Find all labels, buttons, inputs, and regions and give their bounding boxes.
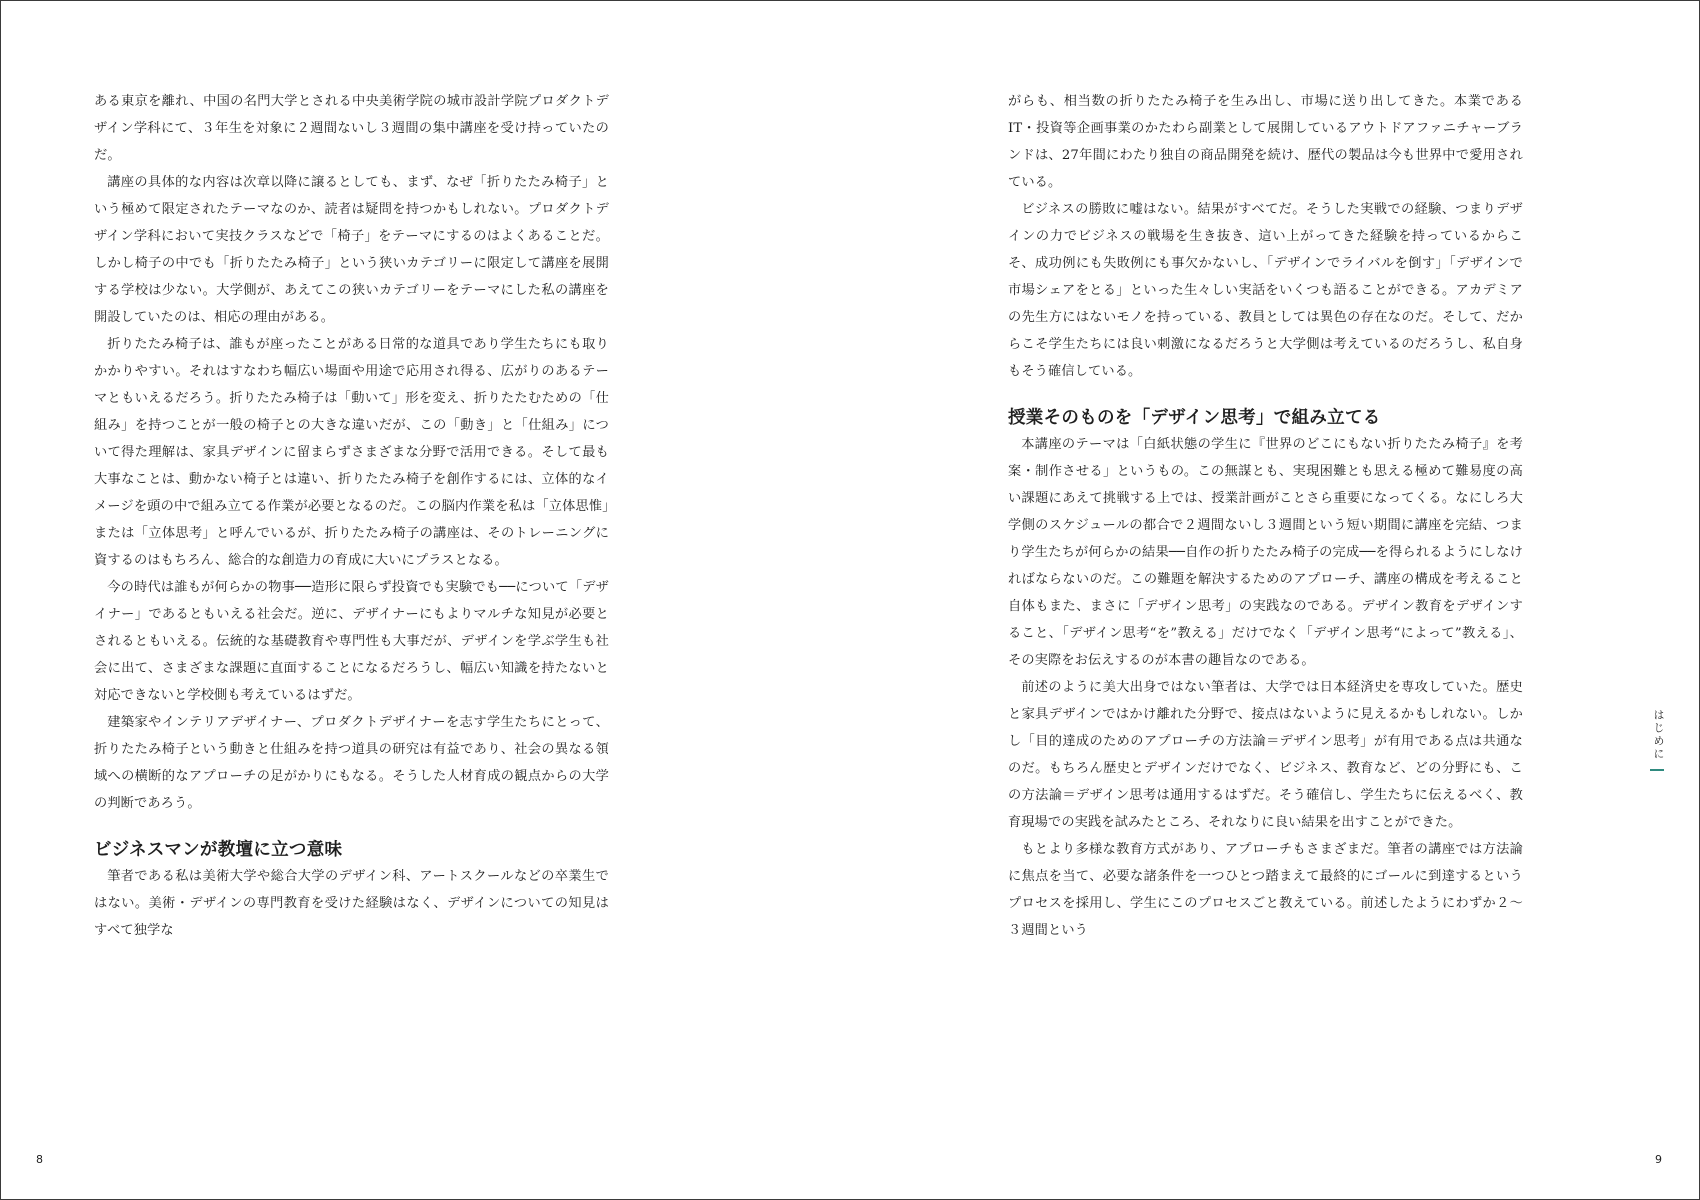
right-page-number: 9 <box>1655 1153 1662 1166</box>
left-page-number: 8 <box>36 1153 43 1166</box>
left-paragraph-2: 講座の具体的な内容は次章以降に譲るとしても、まず、なぜ「折りたたみ椅子」という極めて限定されたテーマなのか、読者は疑問を持つかもしれない。プロダクトデザイン学科において実技クラスなどで「椅子」をテーマにするのはよくあることだ。しかし椅子の中でも「折りたたみ椅子」という狭いカテゴリーに限定して講座を展開する学校は少ない。大学側が、あえてこの狭いカテゴリーをテーマにした私の講座を開設していたのは、相応の理由がある。 <box>94 175 609 325</box>
left-paragraph-3: 折りたたみ椅子は、誰もが座ったことがある日常的な道具であり学生たちにも取りかかりやすい。それはすなわち幅広い場面や用途で応用され得る、広がりのあるテーマともいえるだろう。折りたたみ椅子は「動いて」形を変え、折りたたむための「仕組み」を持つことが一般の椅子との大きな違いだが、この「動き」と「仕組み」について得た理解は、家具デザインに留まらずさまざまな分野で活用できる。そして最も大事なことは、動かない椅子とは違い、折りたたみ椅子を創作するには、立体的なイメージを頭の中で組み立てる作業が必要となるのだ。この脳内作業を私は「立体思惟」または「立体思考」と呼んでいるが、折りたたみ椅子の講座は、そのトレーニングに資するのはもちろん、総合的な創造力の育成に大いにプラスとなる。 <box>94 337 609 568</box>
right-section-heading-1: 授業そのものを「デザイン思考」で組み立てる <box>1008 408 1381 428</box>
right-paragraph-2: ビジネスの勝敗に嘘はない。結果がすべてだ。そうした実戦での経験、つまりデザインの力でビジネスの戦場を生き抜き、這い上がってきた経験を持っているからこそ、成功例にも失敗例にも事欠かないし、「デザインでライバルを倒す」「デザインで市場シェアをとる」といった生々しい実話をいくつも語ることができる。アカデミアの先生方にはないモノを持っている、教員としては異色の存在なのだ。そして、だからこそ学生たちには良い刺激になるだろうと大学側は考えているのだろうし、私自身もそう確信している。 <box>1008 202 1523 379</box>
left-page-body <box>94 88 609 944</box>
right-paragraph-1: がらも、相当数の折りたたみ椅子を生み出し、市場に送り出してきた。本業であるIT・投資等企画事業のかたわら副業として展開しているアウトドアファニチャーブランドは、27年間にわたり独自の商品開発を続け、歴代の製品は今も世界中で愛用されている。 <box>1008 94 1523 190</box>
left-paragraph-4: 今の時代は誰もが何らかの物事──造形に限らず投資でも実験でも──について「デザイナー」であるともいえる社会だ。逆に、デザイナーにもよりマルチな知見が必要とされるともいえる。伝統的な基礎教育や専門性も大事だが、デザインを学ぶ学生も社会に出て、さまざまな課題に直面することになるだろうし、幅広い知識を持たないと対応できないと学校側も考えているはずだ。 <box>94 580 609 703</box>
right-page-body <box>1008 88 1523 944</box>
running-head: はじめに <box>1652 709 1665 761</box>
running-head-accent-bar <box>1650 769 1664 771</box>
left-section-heading-1: ビジネスマンが教壇に立つ意味 <box>94 840 343 860</box>
left-paragraph-1: ある東京を離れ、中国の名門大学とされる中央美術学院の城市設計学院プロダクトデザイン学科にて、３年生を対象に２週間ないし３週間の集中講座を受け持っていたのだ。 <box>94 94 609 163</box>
right-paragraph-5: もとより多様な教育方式があり、アプローチもさまざまだ。筆者の講座では方法論に焦点を当て、必要な諸条件を一つひとつ踏まえて最終的にゴールに到達するというプロセスを採用し、学生にこのプロセスごと教えている。前述したようにわずか２～３週間という <box>1008 842 1523 938</box>
left-paragraph-6: 筆者である私は美術大学や総合大学のデザイン科、アートスクールなどの卒業生ではない。美術・デザインの専門教育を受けた経験はなく、デザインについての知見はすべて独学な <box>94 869 609 938</box>
left-paragraph-5: 建築家やインテリアデザイナー、プロダクトデザイナーを志す学生たちにとって、折りたたみ椅子という動きと仕組みを持つ道具の研究は有益であり、社会の異なる領域への横断的なアプローチの足がかりにもなる。そうした人材育成の観点からの大学の判断であろう。 <box>94 715 609 811</box>
right-paragraph-3: 本講座のテーマは「白紙状態の学生に『世界のどこにもない折りたたみ椅子』を考案・制作させる」というもの。この無謀とも、実現困難とも思える極めて難易度の高い課題にあえて挑戦する上では、授業計画がことさら重要になってくる。なにしろ大学側のスケジュールの都合で２週間ないし３週間という短い期間に講座を完結、つまり学生たちが何らかの結果──自作の折りたたみ椅子の完成──を得られるようにしなければならないのだ。この難題を解決するためのアプローチ、講座の構成を考えること自体もまた、まさに「デザイン思考」の実践なのである。デザイン教育をデザインすること、「デザイン思考“を”教える」だけでなく「デザイン思考“によって”教える」、その実際をお伝えするのが本書の趣旨なのである。 <box>1008 437 1523 668</box>
right-paragraph-4: 前述のように美大出身ではない筆者は、大学では日本経済史を専攻していた。歴史と家具デザインではかけ離れた分野で、接点はないように見えるかもしれない。しかし「目的達成のためのアプローチの方法論＝デザイン思考」が有用である点は共通なのだ。もちろん歴史とデザインだけでなく、ビジネス、教育など、どの分野にも、この方法論＝デザイン思考は通用するはずだ。そう確信し、学生たちに伝えるべく、教育現場での実践を試みたところ、それなりに良い結果を出すことができた。 <box>1008 680 1523 830</box>
